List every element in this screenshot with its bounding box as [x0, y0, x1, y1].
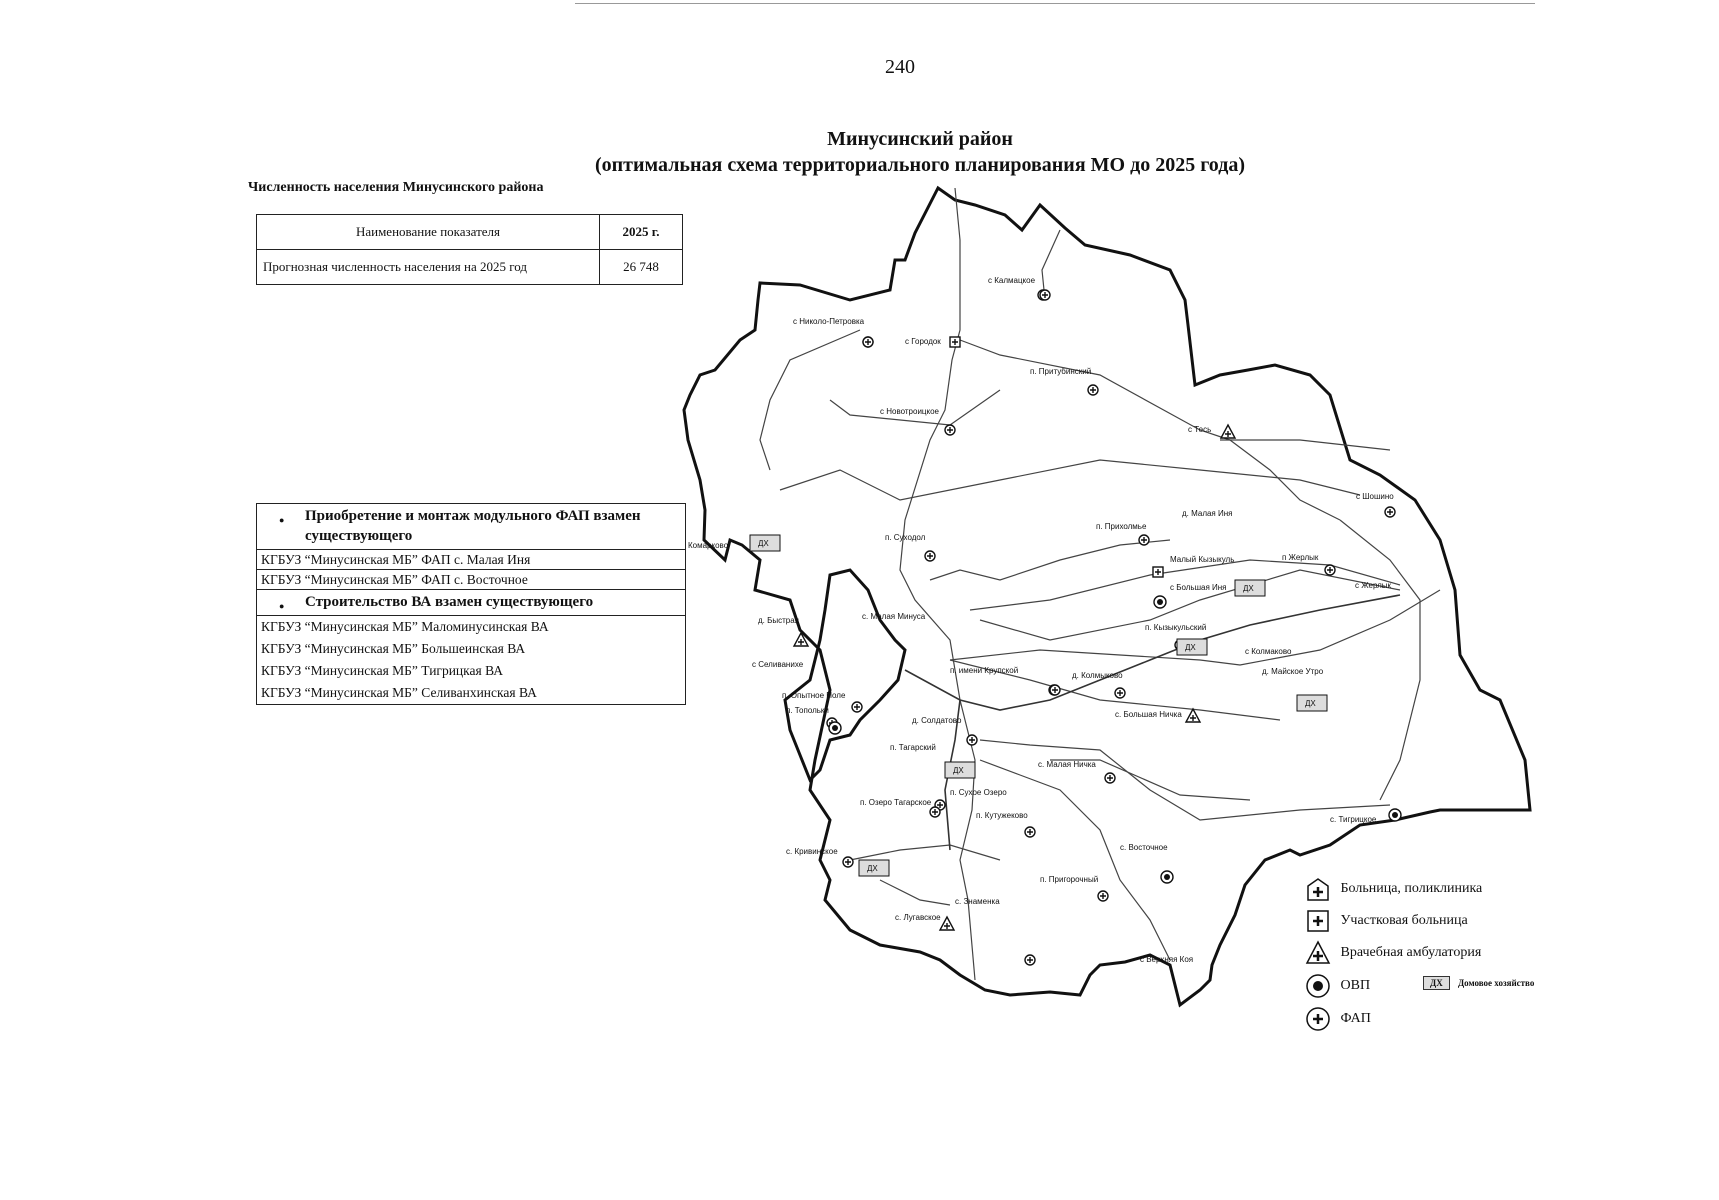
household-icon: ДХ [1423, 976, 1450, 990]
dx-marker [945, 762, 975, 778]
legend-fap-label: ФАП [1340, 1011, 1371, 1027]
list-item: КГБУЗ “Минусинская МБ” ФАП с. Малая Иня [257, 549, 685, 569]
ovp-icon [829, 722, 841, 734]
settlement-label: Малый Кызыкуль [1170, 555, 1235, 564]
fap-bullet-icon: ● [279, 515, 285, 525]
fap-icon [1305, 1006, 1331, 1032]
settlement-label: с. Кривинское [786, 847, 838, 856]
legend-ambulatory-label: Врачебная амбулатория [1340, 945, 1482, 961]
fap-icon [1115, 688, 1125, 698]
fap-icon [852, 702, 862, 712]
ovp-icon [1161, 871, 1173, 883]
dx-marker [1297, 695, 1327, 711]
settlement-label: с Новотроицкое [880, 407, 939, 416]
ovp-markers [829, 596, 1401, 883]
fap-icon [1088, 385, 1098, 395]
list-item: КГБУЗ “Минусинская МБ” ФАП с. Восточное [257, 569, 685, 589]
dx-marker-label: ДХ [1185, 643, 1196, 652]
list-item: КГБУЗ “Минусинская МБ” Селиванхинская ВА [261, 685, 537, 700]
fap-icon [1050, 685, 1060, 695]
dx-marker-label: ДХ [1243, 584, 1254, 593]
fap-plan-header-text: Приобретение и монтаж модульного ФАП взамен существующего [305, 508, 641, 544]
ovp-icon [1154, 596, 1166, 608]
title-line-2: (оптимальная схема территориального планирования МО до 2025 года) [595, 154, 1245, 176]
district-hospital-icon [1305, 908, 1331, 934]
dx-marker [750, 535, 780, 551]
dx-marker-label: ДХ [953, 766, 964, 775]
settlement-label: п Жерлык [1282, 553, 1319, 562]
settlement-label: п. Кызыкульский [1145, 623, 1207, 632]
legend-hospital-label: Больница, поликлиника [1340, 881, 1483, 897]
list-item: КГБУЗ “Минусинская МБ” Большеинская ВА [261, 641, 526, 656]
fap-icon [1025, 827, 1035, 837]
settlement-label: с Тесь [1188, 425, 1212, 434]
settlement-label: п. Тагарский [890, 743, 936, 752]
settlement-label: п. Опытное Поле [782, 691, 846, 700]
settlement-label: п. Топольки [786, 706, 829, 715]
page-number: 240 [885, 56, 915, 78]
fap-icon [843, 857, 853, 867]
population-caption: Численность населения Минусинского района [248, 180, 544, 195]
ambulatory-icon [1221, 425, 1235, 438]
fap-icon [1040, 290, 1050, 300]
settlement-label: с Шошино [1356, 492, 1394, 501]
dx-marker-label: ДХ [867, 864, 878, 873]
settlement-label: д. Быстрая [758, 616, 800, 625]
legend-ovp-label: ОВП [1340, 978, 1371, 994]
legend-district-hospital [1305, 908, 1468, 934]
legend-hospital [1305, 876, 1482, 902]
settlement-label: д. Колмыково [1072, 671, 1123, 680]
dx-marker [1235, 580, 1265, 596]
settlement-label: п. Кутужеково [976, 811, 1028, 820]
ambulatory-icon [940, 917, 954, 930]
fap-icon [1098, 891, 1108, 901]
settlement-label: с. Лугавское [895, 913, 941, 922]
settlement-labels [688, 276, 1394, 964]
settlement-label: д. Малая Иня [1182, 509, 1233, 518]
table-header-cell: 2025 г. [600, 215, 683, 250]
ambulatory-icon [1186, 709, 1200, 722]
settlement-label: с. Знаменка [955, 897, 1000, 906]
settlement-label: с. Восточное [1120, 843, 1168, 852]
settlement-label: п. Пригорочный [1040, 875, 1099, 884]
settlement-label: с Жерлык [1355, 581, 1392, 590]
fap-icon [1325, 565, 1335, 575]
va-bullet-icon: ● [279, 601, 285, 611]
fap-icon [930, 807, 940, 817]
fap-icon [1025, 955, 1035, 965]
legend-ovp [1305, 973, 1370, 999]
settlement-label: д. Солдатово [912, 716, 962, 725]
settlement-label: п. Суходол [885, 533, 926, 542]
settlement-label: п. имени Крупской [950, 666, 1019, 675]
household-markers [750, 535, 1327, 876]
settlement-label: Комарково [688, 541, 729, 550]
hospital-icon [1305, 876, 1331, 902]
legend-household-label: Домовое хозяйство [1457, 978, 1535, 988]
settlement-label: с Николо-Петровка [793, 317, 865, 326]
ovp-icon [1389, 809, 1401, 821]
fap-icon [863, 337, 873, 347]
settlement-label: с Калмацкое [988, 276, 1036, 285]
city-boundary [785, 570, 905, 780]
legend-household [1423, 976, 1534, 990]
settlement-label: с Селиванихе [752, 660, 804, 669]
settlement-label: с. Малая Ничка [1038, 760, 1096, 769]
ambulatory-icon [1305, 940, 1331, 966]
district-hospital-icon [950, 337, 960, 347]
dx-marker [1177, 639, 1207, 655]
fap-icon [925, 551, 935, 561]
fap-icon [1139, 535, 1149, 545]
settlement-label: с. Малая Минуса [862, 612, 926, 621]
fap-icon [1105, 773, 1115, 783]
title-line-1: Минусинский район [827, 128, 1013, 150]
settlement-label: с Колмаково [1245, 647, 1292, 656]
settlement-label: с Большая Иня [1170, 583, 1227, 592]
legend-fap [1305, 1006, 1371, 1032]
list-item: КГБУЗ “Минусинская МБ” Тигрицкая ВА [261, 663, 503, 678]
fap-icon [945, 425, 955, 435]
settlement-label: п. Озеро Тагарское [860, 798, 932, 807]
dx-marker-label: ДХ [1305, 699, 1316, 708]
district-hospital-icon [1153, 567, 1163, 577]
ambulatory-markers [794, 425, 1235, 930]
settlement-label: п. Притубинский [1030, 367, 1092, 376]
settlement-label: с. Тигрицкое [1330, 815, 1377, 824]
ovp-icon [1305, 973, 1331, 999]
settlement-label: п. Прихолмье [1096, 522, 1147, 531]
fap-icon [1385, 507, 1395, 517]
main-highway [905, 595, 1400, 710]
table-cell: 26 748 [600, 250, 683, 285]
dx-marker [859, 860, 889, 876]
table-header-cell: Наименование показателя [257, 215, 600, 250]
settlement-label: с Городок [905, 337, 941, 346]
dx-marker-label: ДХ [758, 539, 769, 548]
settlement-label: с Верхняя Коя [1140, 955, 1194, 964]
legend-district-hospital-label: Участковая больница [1340, 913, 1468, 929]
list-item: КГБУЗ “Минусинская МБ” Маломинусинская ВА [257, 615, 685, 638]
settlement-label: п. Сухое Озеро [950, 788, 1007, 797]
fap-icon [967, 735, 977, 745]
settlement-label: с. Большая Ничка [1115, 710, 1182, 719]
va-plan-header-text: Строительство ВА взамен существующего [305, 594, 594, 610]
settlement-label: д. Майское Утро [1262, 667, 1324, 676]
legend-ambulatory [1305, 940, 1481, 966]
table-cell: Прогнозная численность населения на 2025 год [257, 250, 600, 285]
